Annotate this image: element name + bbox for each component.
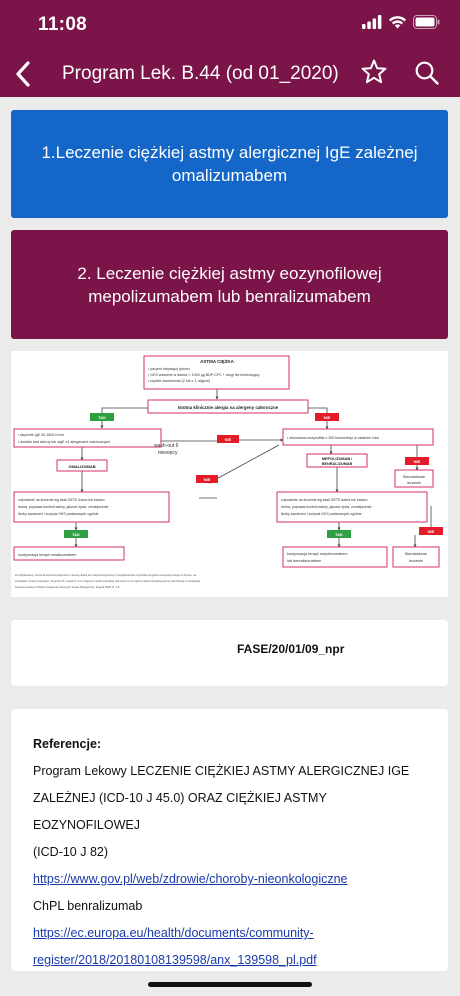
- page-title: Program Lek. B.44 (od 01_2020): [62, 63, 339, 84]
- reference-line-2: ZALEŻNEJ (ICD-10 J 45.0) ORAZ CIĘŻKIEJ ASTMY EOZYNOFILOWEJ: [33, 791, 327, 832]
- references-card: [11, 709, 448, 971]
- diagram-mepo-2: BENRALIZUMAB: [321, 462, 353, 466]
- diagram-cont-right-1: kontynuacja terapii mepolizumabem: [287, 552, 348, 556]
- diagram-right-line: • obwodowa eozynofilia ≥ 350 komórek/µl w ostatnim roku: [287, 436, 380, 440]
- diagram-washout-1: wash-out 6: [154, 443, 179, 449]
- diagram-nie-2: NIE: [224, 437, 232, 442]
- diagram-footnote-3: funkcjonowania w Polsce programów lekowych terapii biologicznej. Terapia 2020; 8: 1-8.: [15, 586, 120, 589]
- diagram-resp-left-2: dobra, poprawa kontroli astmy, jakości życia, zmniejszenie: [18, 505, 109, 509]
- omalizumab-program-button[interactable]: [11, 110, 448, 218]
- diagram-left-line-2: • dodatni test skórny lub sIgE ≥1 alergenami całorocznymi: [18, 440, 111, 444]
- mepolizumab-program-button[interactable]: [11, 230, 448, 339]
- diagram-resp-left-3: liczby zaostrzeń i zużycia GKS podawanych ogólnie: [18, 512, 99, 516]
- diagram-resp-right-1: odpowiedź na leczenie wg skali GETE dobra lub bardzo: [281, 498, 368, 502]
- diagram-std-4: leczenie: [409, 559, 423, 563]
- diagram-top-line-2: • GKS wziewne w dawce > 1000 μg BDP-CFC + drugi lek kontrolujący: [148, 373, 260, 377]
- diagram-std-2: leczenie: [407, 481, 421, 485]
- home-indicator[interactable]: [148, 982, 312, 987]
- reference-link-gov[interactable]: https://www.gov.pl/web/zdrowie/choroby-nieonkologiczne: [33, 872, 348, 886]
- battery-icon: [413, 15, 440, 29]
- omalizumab-program-label: 1.Leczenie ciężkiej astmy alergicznej IgE zależnej omalizumabem: [41, 143, 418, 185]
- app-header: [0, 0, 460, 97]
- diagram-tak-2: TAK: [72, 532, 80, 537]
- diagram-nie-3: NIE: [413, 459, 421, 464]
- diagram-std-1: Standardowe: [402, 475, 426, 479]
- document-code: FASE/20/01/09_npr: [237, 642, 345, 656]
- diagram-cont-left: kontynuacja terapii omalizumabem: [18, 553, 77, 557]
- diagram-nie-4: NIE: [203, 477, 211, 482]
- search-button[interactable]: [414, 60, 440, 86]
- diagram-top-line-3: • ciężkie zaostrzenia (2 lub ≥ 1 objęcie): [148, 379, 211, 383]
- diagram-cont-right-2: lub benralizumabem: [287, 559, 322, 563]
- diagram-nie-5: NIE: [427, 529, 435, 534]
- nav-bar: [0, 55, 460, 93]
- diagram-mepo-1: MEPOLIZUMAB /: [321, 457, 353, 461]
- wifi-icon: [388, 15, 407, 29]
- back-button[interactable]: [8, 55, 38, 93]
- reference-chpl: ChPL benralizumab: [33, 899, 143, 913]
- diagram-tak-3: TAK: [335, 532, 343, 537]
- diagram-resp-left-1: odpowiedź na leczenie wg skali GETE dobra lub bardzo: [18, 498, 105, 502]
- reference-line-1: Program Lekowy LECZENIE CIĘŻKIEJ ASTMY ALERGICZNEJ IGE: [33, 764, 410, 778]
- treatment-algorithm-diagram[interactable]: [11, 351, 448, 597]
- diagram-footnote-2: podstawie: Kupryś-Lipińska I, Kupczyk M, Lacwik P, et al. Algorytm opieki lekarskiej nad chorymi na ciężką niekontrolowaną astmę oskrzelową w kontekście: [15, 580, 201, 583]
- document-code-card: [11, 620, 448, 686]
- reference-line-3: (ICD-10 J 82): [33, 845, 109, 859]
- diagram-resp-right-2: dobra, poprawa kontroli astmy, jakości życia, zmniejszenie: [281, 505, 372, 509]
- reference-link-ec-1[interactable]: https://ec.europa.eu/health/documents/community-: [33, 926, 314, 940]
- diagram-footnote-1: Zmodyfikowany. schemat leczenia pacjentów z astmą ciężką do terapii biologicznej z uwzględnieniem kryteriów programu terapeutycznego w Polsce: na: [15, 574, 197, 577]
- diagram-resp-right-3: liczby zaostrzeń i zużycia GKS podawanych ogólnie: [281, 512, 362, 516]
- status-time: 11:08: [38, 14, 88, 35]
- diagram-top-title: ASTMA CIĘŻKA: [200, 359, 234, 364]
- diagram-omalizumab: OMALIZUMAB: [68, 464, 96, 469]
- algorithm-flowchart: [11, 351, 448, 597]
- signal-icon: [362, 15, 382, 29]
- diagram-left-line-1: • stężenie IgE 30-1500 IU/ml: [18, 433, 64, 437]
- search-icon: [414, 60, 440, 86]
- mepolizumab-program-label: 2. Leczenie ciężkiej astmy eozynofilowej mepolizumabem lub benralizumabem: [77, 263, 382, 306]
- references-heading: Referencje:: [33, 737, 102, 751]
- diagram-top-line-1: • pacjent niepalący tytoniu: [148, 367, 190, 371]
- diagram-washout-2: miesięcy: [158, 450, 178, 456]
- status-icons: [362, 15, 440, 29]
- favorite-button[interactable]: [360, 58, 388, 88]
- back-chevron-icon: [15, 61, 31, 87]
- diagram-std-3: Standardowe: [404, 552, 428, 556]
- reference-link-ec-2[interactable]: register/2018/20180108139598/anx_139598_pl.pdf: [33, 953, 317, 967]
- diagram-tak-1: TAK: [98, 415, 106, 420]
- star-icon: [360, 58, 388, 86]
- diagram-question: Istotna klinicznie alergia na alergeny całoroczne: [177, 405, 279, 410]
- diagram-nie-1: NIE: [323, 415, 331, 420]
